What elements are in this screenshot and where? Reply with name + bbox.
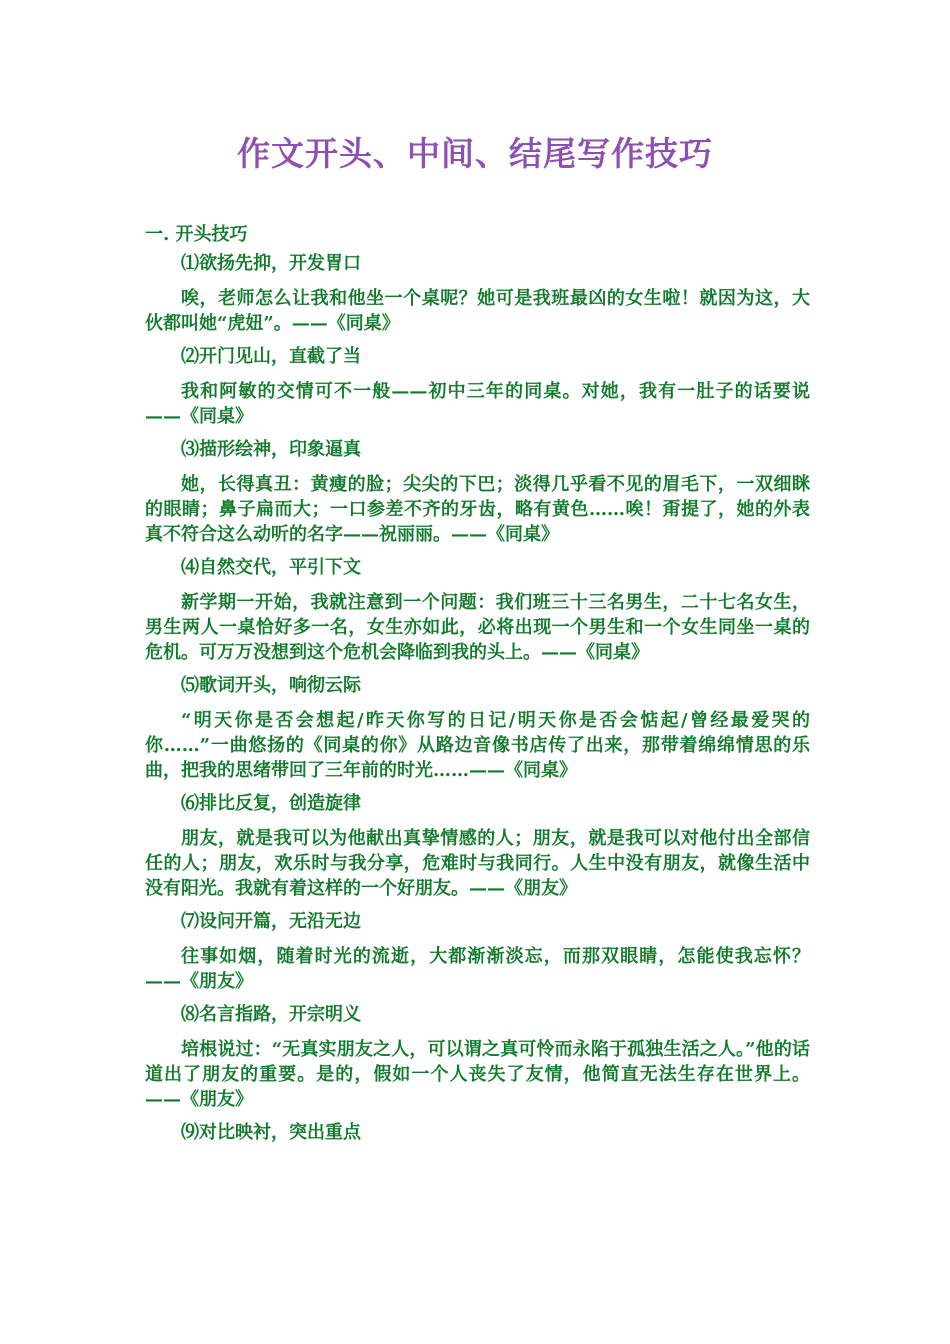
tip-item-6 (145, 791, 810, 901)
tip-heading: ⑶描形绘神，印象逼真 (181, 439, 361, 460)
section-title: 一. 开头技巧 (145, 224, 248, 245)
tip-heading: ⑷自然交代，平引下文 (181, 557, 361, 578)
tip-item-7 (145, 909, 810, 994)
document-content (145, 222, 810, 1155)
tip-heading: ⑸歌词开头，响彻云际 (181, 675, 361, 696)
tip-item-3 (145, 437, 810, 547)
tip-heading: ⑻名言指路，开宗明义 (181, 1004, 361, 1025)
tip-example: 我和阿敏的交情可不一般——初中三年的同桌。对她，我有一肚子的话要说——《同桌》 (145, 381, 810, 427)
tip-example: “明天你是否会想起/昨天你写的日记/明天你是否会惦起/曾经最爱哭的你……”一曲悠扬的《同桌的你》从路边音像书店传了出来，那带着绵绵情思的乐曲，把我的思绪带回了三年前的时光……——《同桌》 (145, 710, 810, 781)
tip-example: 培根说过：“无真实朋友之人，可以谓之真可怜而永陷于孤独生活之人。”他的话道出了朋友的重要。是的，假如一个人丧失了友情，他简直无法生存在世界上。——《朋友》 (145, 1039, 810, 1110)
tip-item-4 (145, 555, 810, 665)
tip-item-2 (145, 344, 810, 429)
tip-example: 往事如烟，随着时光的流逝，大都渐渐淡忘，而那双眼睛，怎能使我忘怀？——《朋友》 (145, 946, 810, 992)
tip-item-1 (145, 251, 810, 336)
tip-item-5 (145, 673, 810, 783)
tip-example: 她，长得真丑：黄瘦的脸；尖尖的下巴；淡得几乎看不见的眉毛下，一双细眯的眼睛；鼻子扁而大；一口参差不齐的牙齿，略有黄色……唉！甭提了，她的外表真不符合这么动听的名字——祝丽丽。——《同桌》 (145, 474, 810, 545)
tip-example: 新学期一开始，我就注意到一个问题：我们班三十三名男生，二十七名女生，男生两人一桌恰好多一名，女生亦如此，必将出现一个男生和一个女生同坐一桌的危机。可万万没想到这个危机会降临到我的头上。——《同桌》 (145, 592, 810, 663)
tip-heading: ⑴欲扬先抑，开发胃口 (181, 253, 361, 274)
tip-heading: ⑵开门见山，直截了当 (181, 346, 361, 367)
tip-example: 朋友，就是我可以为他献出真挚情感的人；朋友，就是我可以对他付出全部信任的人；朋友，欢乐时与我分享，危难时与我同行。人生中没有朋友，就像生活中没有阳光。我就有着这样的一个好朋友。——《朋友》 (145, 828, 810, 899)
tip-example: 唉，老师怎么让我和他坐一个桌呢？她可是我班最凶的女生啦！就因为这，大伙都叫她“虎妞”。——《同桌》 (145, 288, 810, 334)
tip-heading: ⑺设问开篇，无沿无边 (181, 911, 361, 932)
tip-item-9 (145, 1120, 810, 1145)
tip-heading: ⑼对比映衬，突出重点 (181, 1122, 361, 1143)
document-title: 作文开头、中间、结尾写作技巧 (237, 134, 713, 173)
tip-heading: ⑹排比反复，创造旋律 (181, 793, 361, 814)
tip-item-8 (145, 1002, 810, 1112)
